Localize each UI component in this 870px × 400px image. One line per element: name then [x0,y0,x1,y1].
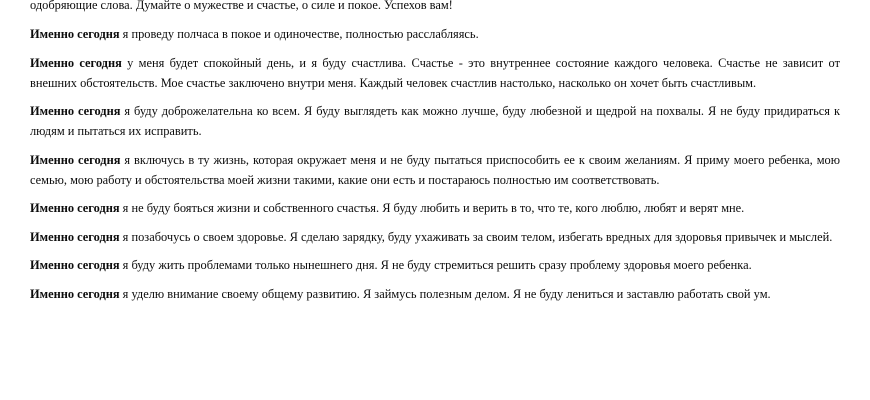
paragraph-lead: Именно сегодня [30,286,120,301]
paragraph-lead: Именно сегодня [30,258,120,272]
paragraph-text: я уделю внимание своему общему развитию. Я займусь полезным делом. Я не буду лениться и заставлю работать свой ум. [119,286,771,301]
paragraph-lead: Именно сегодня [30,152,121,167]
paragraph-lead: Именно сегодня [30,229,120,244]
paragraph-5 [30,198,840,218]
paragraph-4 [30,150,840,190]
paragraph-text: у меня будет спокойный день, и я буду счастлива. Счастье - это внутреннее состояние каждого человека. Счастье не зависит от внешних обстоятельств. Мое счастье заключено внутри меня. Каждый человек счастлив настолько, насколько он хочет быть счастливым. [30,55,840,90]
paragraph-6 [30,227,840,247]
paragraph-lead: Именно сегодня [30,55,122,70]
paragraph-lead: Именно сегодня [30,27,120,41]
paragraph-3 [30,101,840,141]
paragraph-text: я не буду бояться жизни и собственного счастья. Я буду любить и верить в то, что те, кого люблю, любят и верят мне. [119,201,745,215]
paragraph-text: я буду жить проблемами только нынешнего дня. Я не буду стремиться решить сразу проблему здоровья моего ребенка. [119,258,752,272]
intro-paragraph [30,0,840,15]
paragraph-lead: Именно сегодня [30,104,121,118]
document-body [30,0,840,312]
paragraph-1 [30,24,840,44]
paragraph-text: я буду доброжелательна ко всем. Я буду выглядеть как можно лучше, буду любезной и щедрой на похвалы. Я не буду придираться к людям и пытаться их исправить. [30,104,840,138]
paragraph-text: я позабочусь о своем здоровье. Я сделаю зарядку, буду ухаживать за своим телом, избегать вредных для здоровья привычек и мыслей. [119,229,833,244]
paragraph-text: я проведу полчаса в покое и одиночестве, полностью расслабляясь. [119,27,479,41]
paragraph-2 [30,53,840,93]
paragraph-text: я включусь в ту жизнь, которая окружает меня и не буду пытаться приспособить ее к своим желаниям. Я приму моего ребенка, мою семью, мою работу и обстоятельства моей жизни такими, какие они есть и постараюсь полностью им соответствовать. [30,152,840,187]
intro-text: одобряющие слова. Думайте о мужестве и счастье, о силе и покое. Успехов вам! [30,0,453,12]
paragraph-8 [30,284,840,304]
paragraph-lead: Именно сегодня [30,201,120,215]
paragraph-7 [30,255,840,275]
